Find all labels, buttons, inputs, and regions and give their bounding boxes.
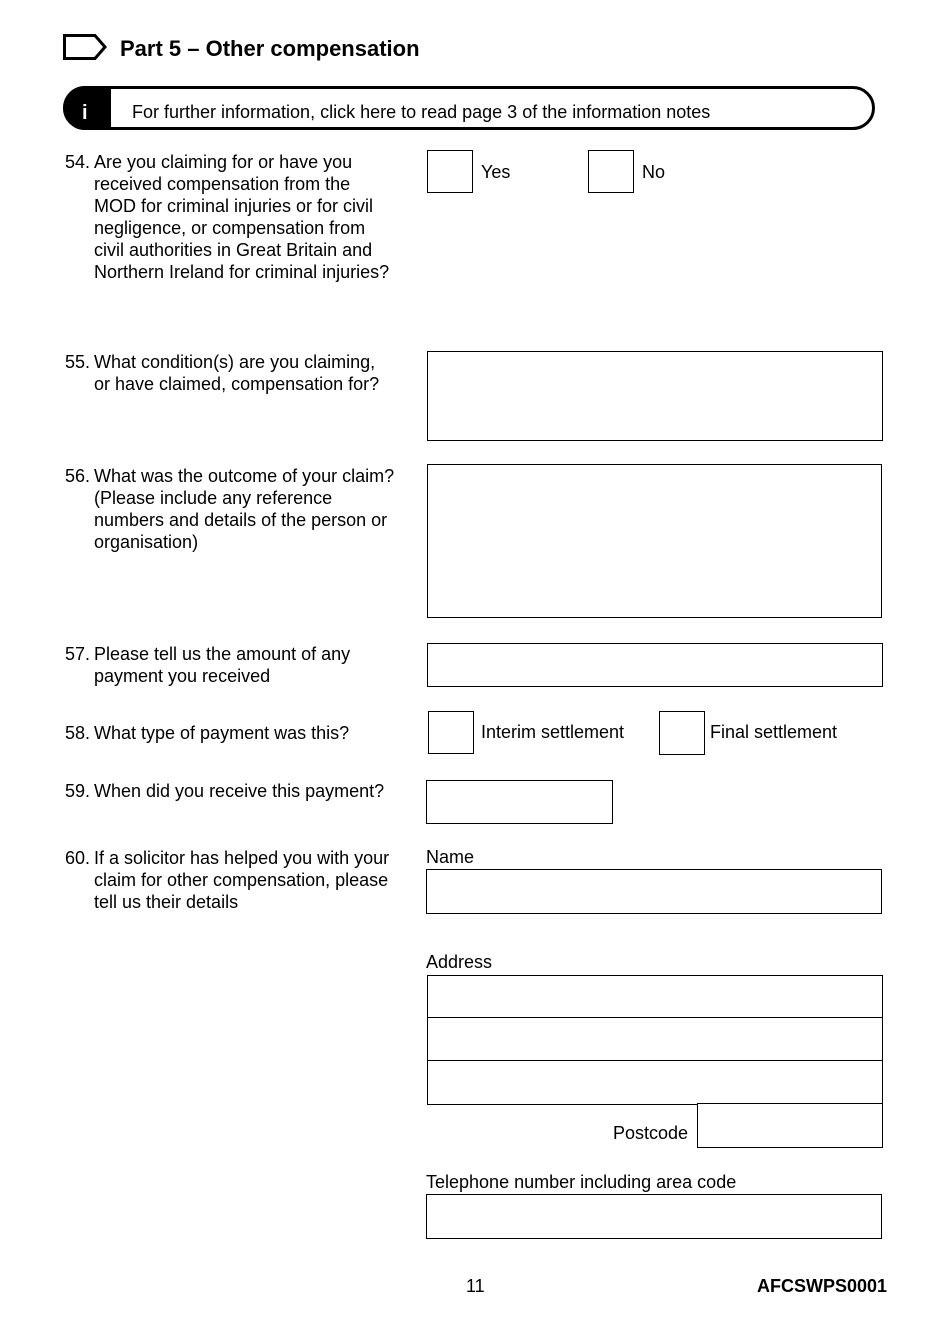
q56-outcome-textarea[interactable] [427, 464, 882, 618]
q54-no-checkbox[interactable] [588, 150, 634, 193]
question-60 [65, 847, 395, 913]
q60-name-input[interactable] [426, 869, 882, 914]
q58-interim-label: Interim settlement [481, 722, 625, 742]
page-number: 11 [466, 1276, 485, 1296]
q58-final-checkbox[interactable] [659, 711, 705, 755]
info-banner-link[interactable]: For further information, click here to read page 3 of the information notes [132, 102, 711, 122]
q60-name-label: Name [426, 847, 475, 867]
section-tag-icon [63, 34, 107, 60]
q59-date-input[interactable] [426, 780, 613, 824]
question-text: If a solicitor has helped you with your claim for other compensation, please tell us their details [94, 848, 390, 912]
question-56 [65, 465, 395, 553]
q60-address-label: Address [426, 952, 493, 972]
question-54 [65, 151, 395, 283]
q54-no-label: No [642, 162, 666, 182]
q60-postcode-input[interactable] [697, 1103, 883, 1148]
q60-address-line-2-input[interactable] [427, 1017, 883, 1062]
q57-amount-input[interactable] [427, 643, 883, 687]
q60-telephone-input[interactable] [426, 1194, 882, 1239]
question-number: 59. [65, 781, 91, 801]
question-58 [65, 722, 395, 744]
q55-condition-textarea[interactable] [427, 351, 883, 441]
q58-final-label: Final settlement [710, 722, 838, 742]
question-text: What was the outcome of your claim? (Please include any reference numbers and details of the person or organisation) [94, 466, 395, 552]
question-57 [65, 643, 395, 687]
question-55 [65, 351, 395, 395]
q60-address-line-1-input[interactable] [427, 975, 883, 1019]
question-number: 57. [65, 644, 91, 664]
question-59 [65, 780, 395, 802]
question-text: What condition(s) are you claiming, or have claimed, compensation for? [94, 352, 380, 394]
q60-postcode-label: Postcode [613, 1123, 689, 1143]
question-text: When did you receive this payment? [94, 781, 385, 801]
question-text: What type of payment was this? [94, 723, 350, 743]
question-number: 56. [65, 466, 91, 486]
question-text: Are you claiming for or have you received compensation from the MOD for criminal injuries or for civil negligence, or compensation from civil authorities in Great Britain and Northern Ireland for criminal injuries? [94, 152, 390, 282]
q60-address-line-3-input[interactable] [427, 1060, 883, 1105]
form-code: AFCSWPS0001 [757, 1276, 888, 1296]
question-number: 58. [65, 723, 91, 743]
info-icon: i [63, 86, 111, 130]
info-banner[interactable] [63, 86, 875, 130]
q54-yes-checkbox[interactable] [427, 150, 473, 193]
section-title: Part 5 – Other compensation [120, 36, 420, 61]
q60-telephone-label: Telephone number including area code [426, 1172, 737, 1192]
q54-yes-label: Yes [481, 162, 511, 182]
q58-interim-checkbox[interactable] [428, 711, 474, 754]
question-text: Please tell us the amount of any payment you received [94, 644, 351, 686]
question-number: 55. [65, 352, 91, 372]
question-number: 60. [65, 848, 91, 868]
question-number: 54. [65, 152, 91, 172]
